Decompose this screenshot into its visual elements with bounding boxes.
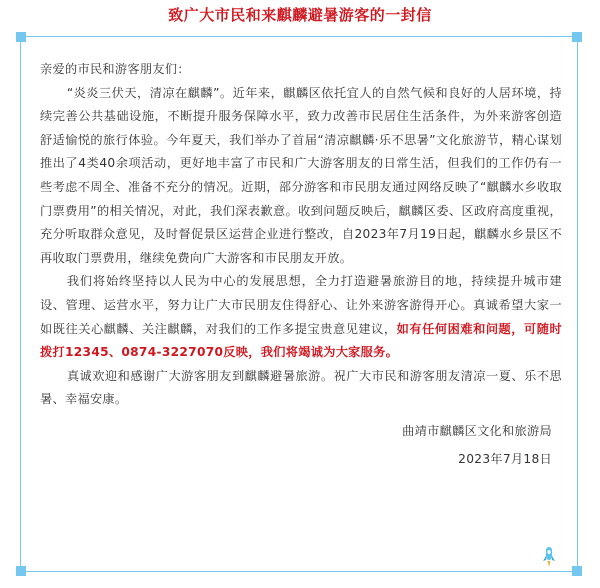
frame-corner-bottom-left bbox=[16, 566, 26, 576]
letter-date: 2023年7月18日 bbox=[458, 451, 552, 466]
frame-corner-top-left bbox=[16, 32, 26, 42]
letter-paragraph-2 bbox=[40, 270, 562, 364]
frame-corner-bottom-right bbox=[572, 566, 582, 576]
letter-signature: 曲靖市麒麟区文化和旅游局 bbox=[402, 423, 552, 438]
contact-highlight: 如有任何困难和问题，可随时拨打12345、0874-3227070反映，我们将竭诚为大家服务。 bbox=[40, 321, 562, 360]
letter-body bbox=[40, 58, 562, 471]
letter-title: 致广大市民和来麒麟避暑游客的一封信 bbox=[168, 6, 432, 24]
frame-corner-top-right bbox=[572, 32, 582, 42]
paragraph-2-text: 我们将始终坚持以人民为中心的发展思想，全力打造避暑旅游目的地，持续提升城市建设、管理、运营水平，努力让广大市民朋友住得舒心、让外来游客游得开心。真诚希望大家一如既往关心麒麟、关注麒麟，对我们的工作多提宝贵意见建议， bbox=[40, 274, 562, 336]
letter-paragraph-1: “炎炎三伏天，清凉在麒麟”。近年来，麒麟区依托宜人的自然气候和良好的人居环境，持续完善公共基础设施，不断提升服务保障水平，致力改善市民居住生活条件，为外来游客创造舒适愉悦的旅行体验。今年夏天，我们举办了首届“清凉麒麟·乐不思暑”文化旅游节，精心谋划推出了4类40余项活动，更好地丰富了市民和广大游客朋友的日常生活，但我们的工作仍有一些考虑不周全、准备不充分的情况。近期，部分游客和市民朋友通过网络反映了“麒麟水乡收取门票费用”的相关情况，对此，我们深表歉意。收到问题反映后，麒麟区委、区政府高度重视，充分听取群众意见，及时督促景区运营企业进行整改，自2023年7月19日起，麒麟水乡景区不再收取门票费用，继续免费向广大游客和市民朋友开放。 bbox=[40, 85, 562, 265]
letter-greeting: 亲爱的市民和游客朋友们： bbox=[40, 62, 190, 76]
letter-paragraph-3: 真诚欢迎和感谢广大游客朋友到麒麟避暑旅游。祝广大市民和游客朋友清凉一夏、乐不思暑、幸福安康。 bbox=[40, 368, 562, 407]
rocket-ornament-icon bbox=[543, 546, 555, 568]
